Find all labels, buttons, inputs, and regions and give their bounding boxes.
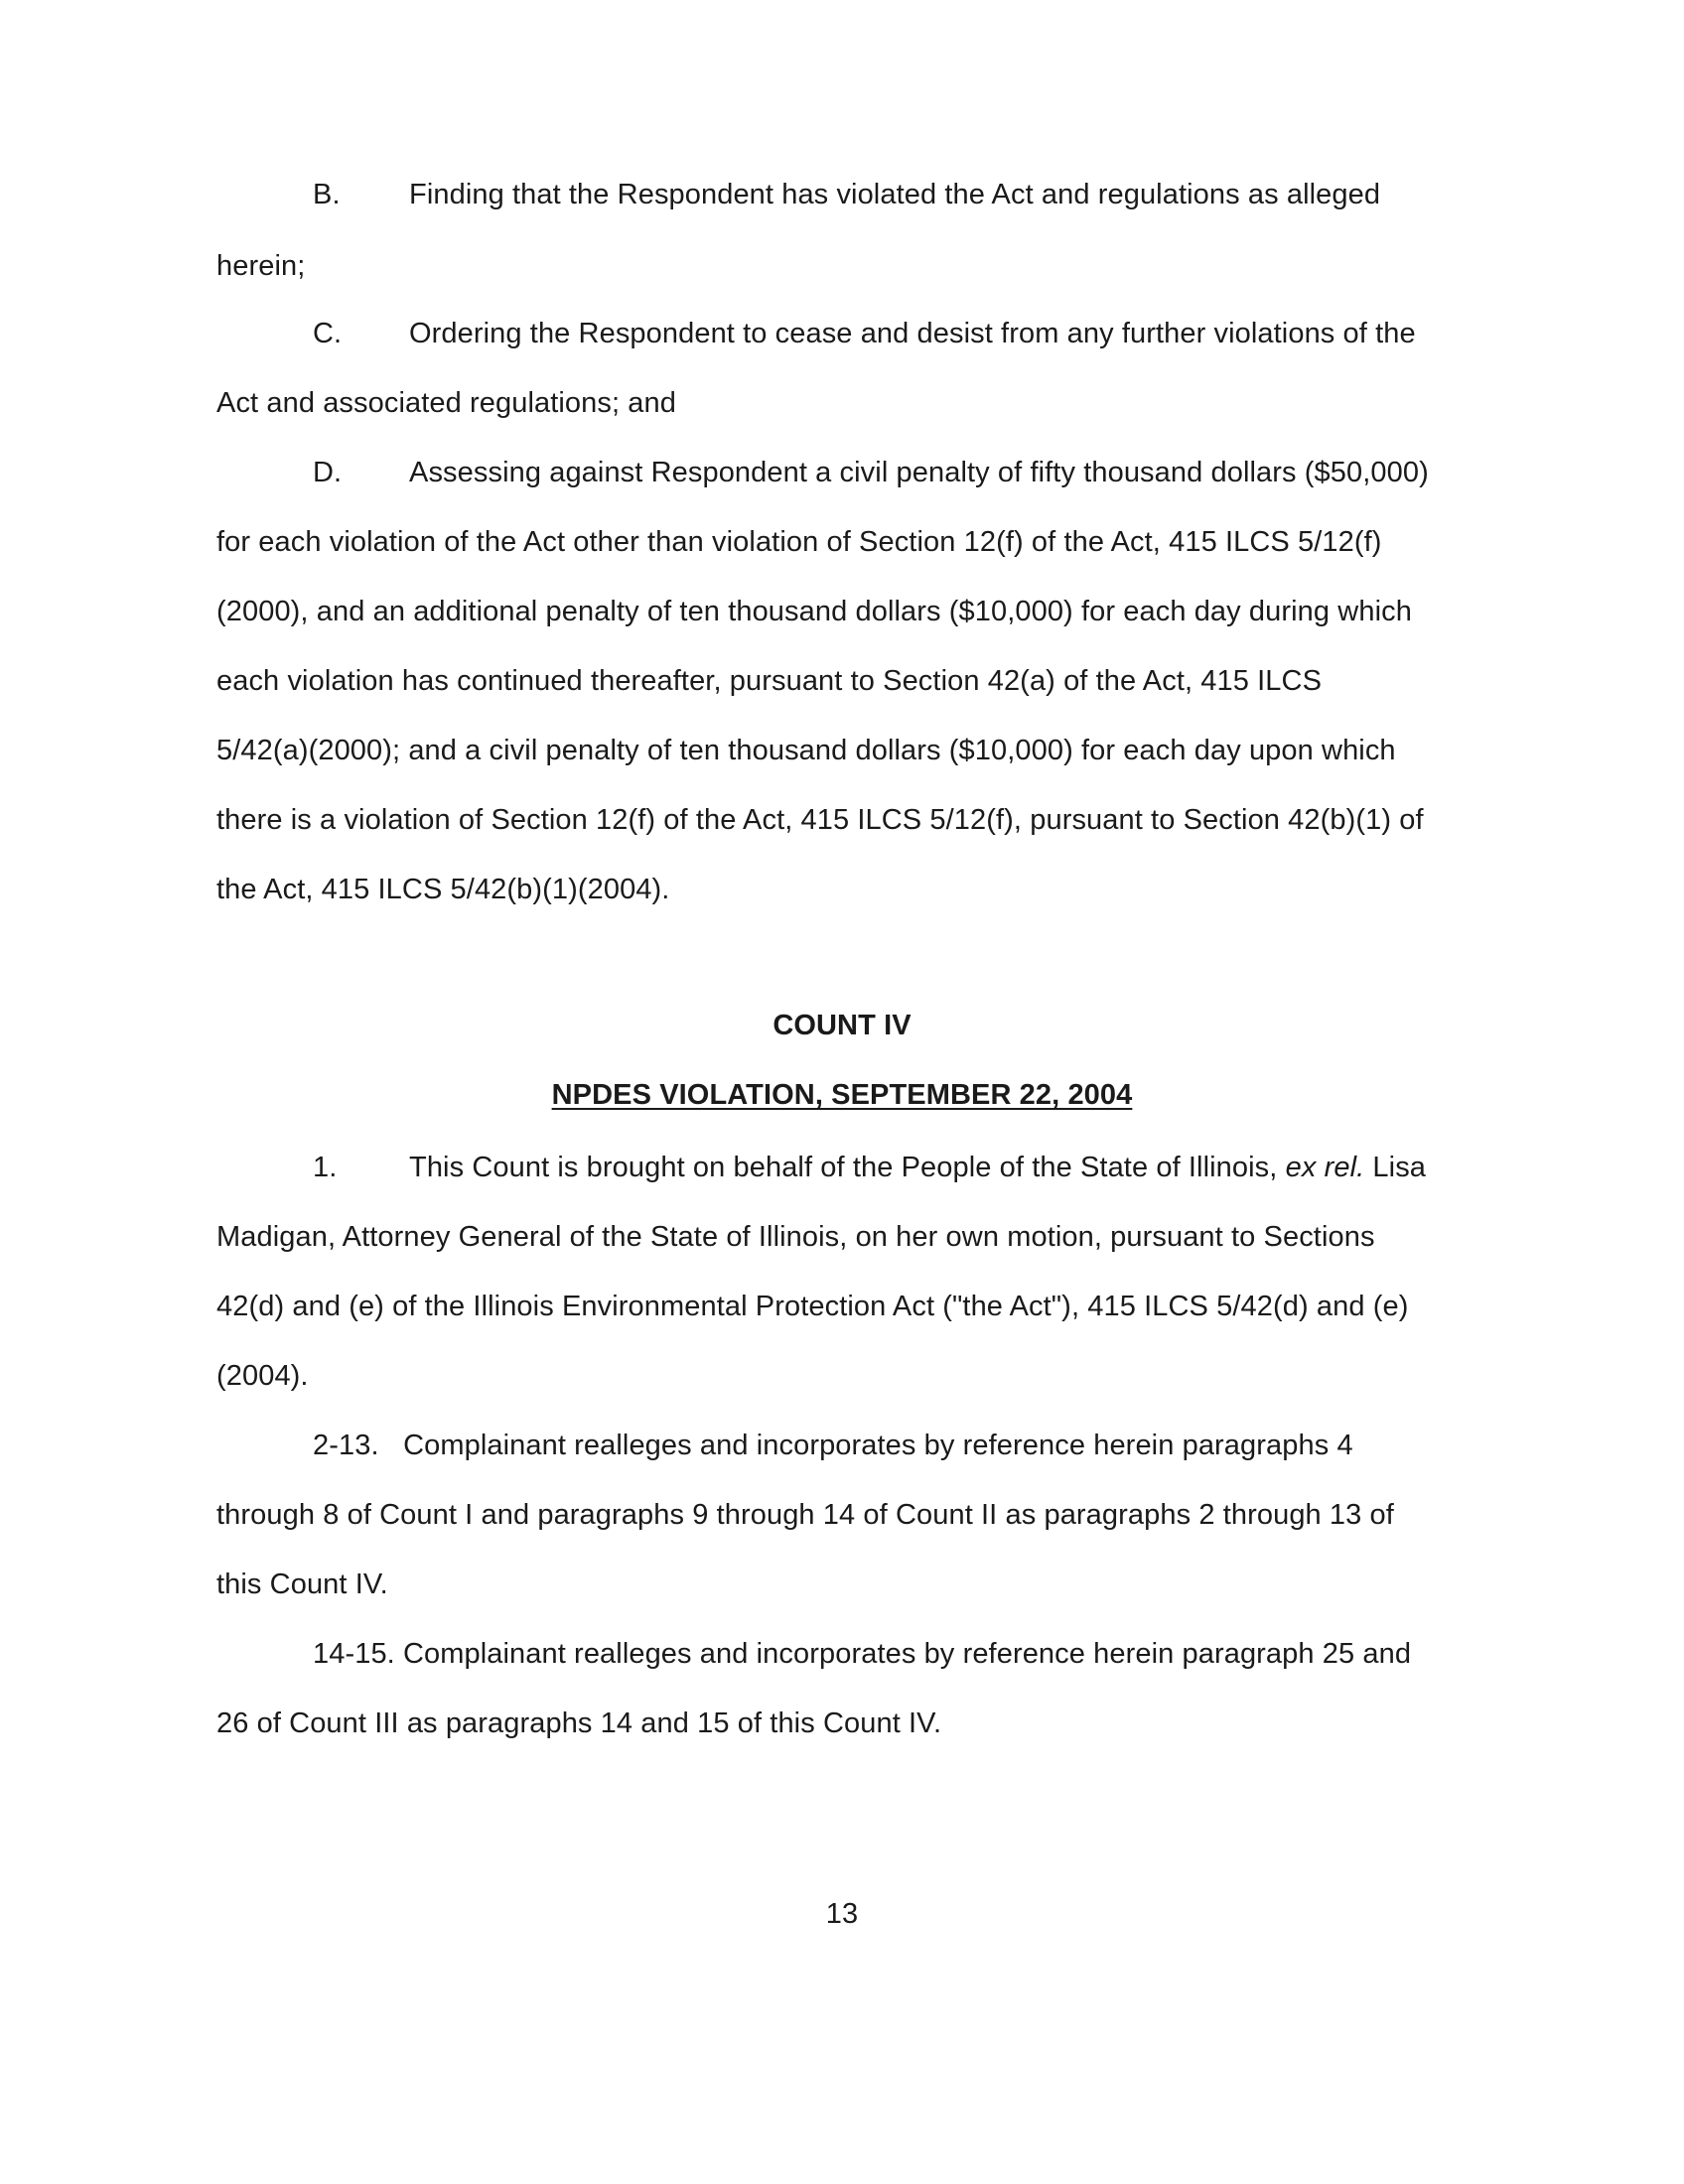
count-subtitle: NPDES VIOLATION, SEPTEMBER 22, 2004 xyxy=(551,1079,1133,1111)
paragraph-1-first-line xyxy=(409,1150,1426,1185)
paragraph-14-15-line-2: 26 of Count III as paragraphs 14 and 15 of this Count IV. xyxy=(216,1707,942,1739)
paragraph-2-13-first-line: 2-13. Complainant realleges and incorporates by reference herein paragraphs 4 xyxy=(313,1430,1353,1461)
item-d-line-7: the Act, 415 ILCS 5/42(b)(1)(2004). xyxy=(216,874,670,905)
item-b-label: B. xyxy=(313,179,341,210)
item-d-line-5: 5/42(a)(2000); and a civil penalty of ten thousand dollars ($10,000) for each day upon which xyxy=(216,735,1396,766)
item-b-line-2: herein; xyxy=(216,250,306,282)
item-d-line-4: each violation has continued thereafter, pursuant to Section 42(a) of the Act, 415 ILCS xyxy=(216,665,1323,697)
paragraph-14-15-first-line: 14-15. Complainant realleges and incorporates by reference herein paragraph 25 and xyxy=(313,1638,1412,1670)
count-title: COUNT IV xyxy=(772,1010,912,1041)
item-d-label: D. xyxy=(313,457,343,488)
item-b-first-line: Finding that the Respondent has violated the Act and regulations as alleged xyxy=(409,179,1381,210)
paragraph-2-13-line-2: through 8 of Count I and paragraphs 9 through 14 of Count II as paragraphs 2 through 13 of xyxy=(216,1499,1394,1531)
paragraph-1-line-3: 42(d) and (e) of the Illinois Environmental Protection Act ("the Act"), 415 ILCS 5/42(d) and (e) xyxy=(216,1291,1409,1322)
item-c-label: C. xyxy=(313,318,343,349)
item-d-line-6: there is a violation of Section 12(f) of the Act, 415 ILCS 5/12(f), pursuant to Section 42(b)(1) of xyxy=(216,804,1424,836)
item-d-first-line: Assessing against Respondent a civil penalty of fifty thousand dollars ($50,000) xyxy=(409,457,1429,488)
paragraph-1-line-4: (2004). xyxy=(216,1360,309,1392)
paragraph-1-first-post: Lisa xyxy=(1364,1152,1427,1183)
paragraph-1-label: 1. xyxy=(313,1152,338,1183)
item-c-line-2: Act and associated regulations; and xyxy=(216,387,676,419)
page-number: 13 xyxy=(825,1898,859,1930)
paragraph-1-line-2: Madigan, Attorney General of the State of Illinois, on her own motion, pursuant to Sections xyxy=(216,1221,1375,1253)
count-subtitle-wrap xyxy=(0,1077,1684,1113)
item-d-line-3: (2000), and an additional penalty of ten thousand dollars ($10,000) for each day during which xyxy=(216,596,1412,627)
paragraph-2-13-line-3: this Count IV. xyxy=(216,1569,388,1600)
item-d-line-2: for each violation of the Act other than violation of Section 12(f) of the Act, 415 ILCS 5/12(f) xyxy=(216,526,1382,558)
paragraph-1-first-pre: This Count is brought on behalf of the People of the State of Illinois, xyxy=(409,1152,1286,1183)
paragraph-1-ex-rel: ex rel. xyxy=(1285,1152,1365,1183)
item-c-first-line: Ordering the Respondent to cease and desist from any further violations of the xyxy=(409,318,1416,349)
